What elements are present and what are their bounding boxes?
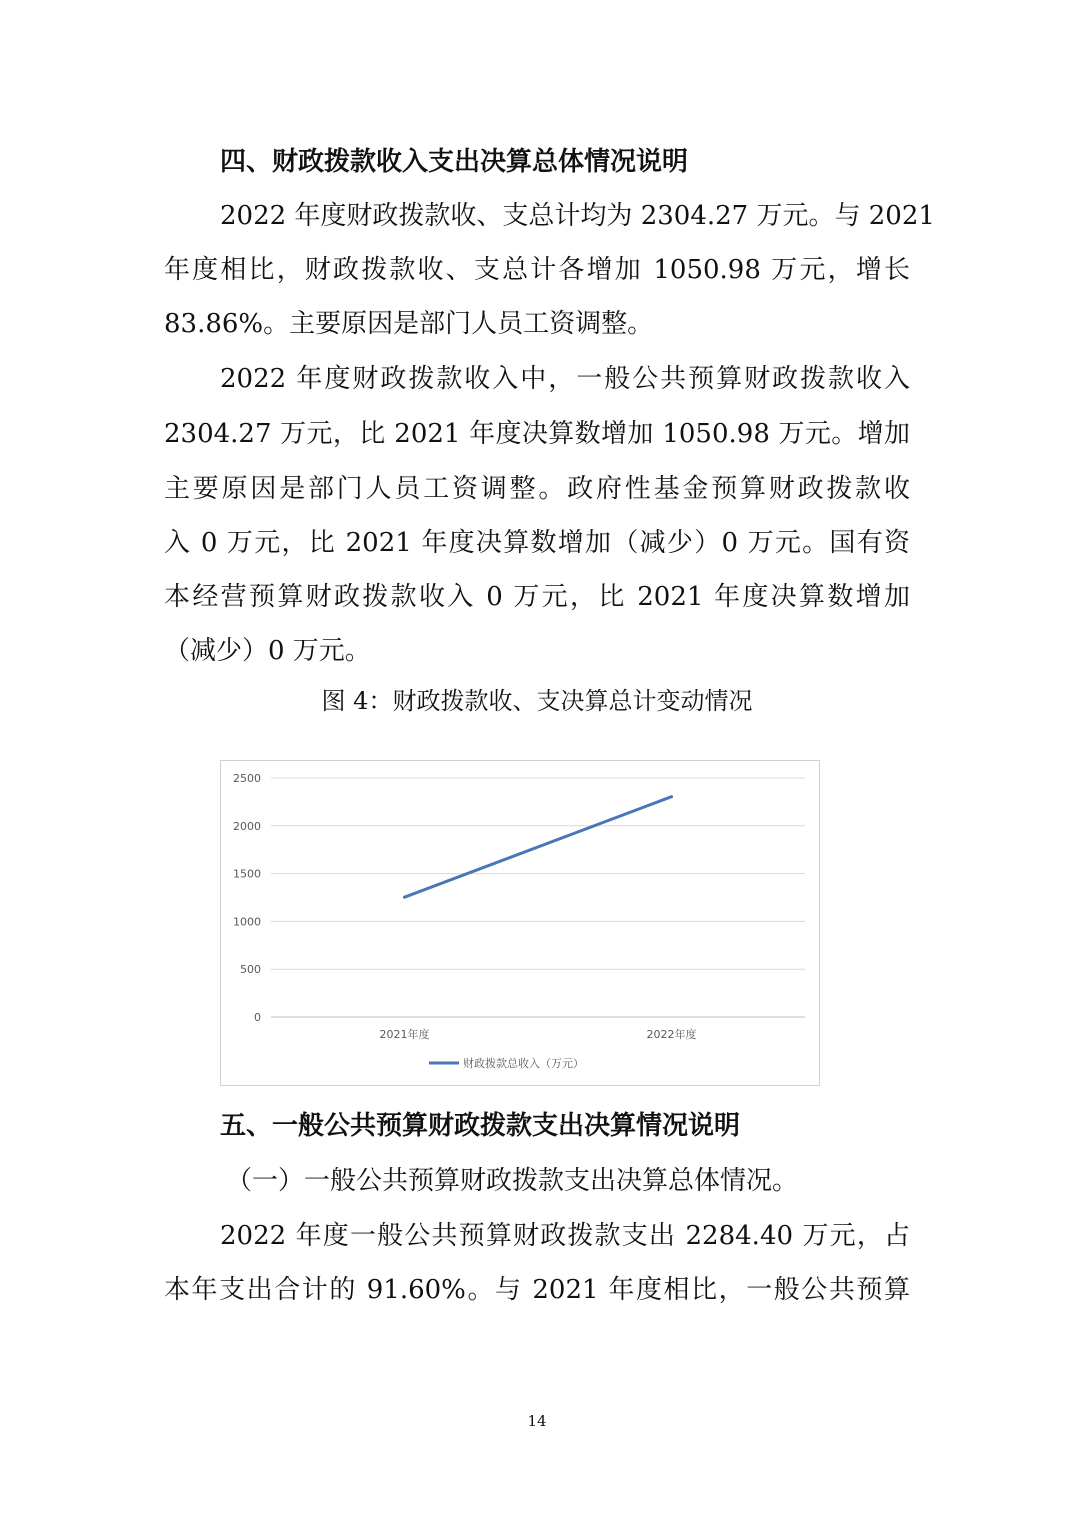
y-tick-label: 1500 [233, 867, 261, 881]
x-tick-label: 2022年度 [646, 1028, 697, 1041]
paragraph-line: 83.86%。主要原因是部门人员工资调整。 [164, 309, 654, 339]
paragraph-line: 2022 年度财政拨款收、支总计均为 2304.27 万元。与 2021 [220, 201, 935, 231]
y-tick-label: 1000 [233, 915, 261, 929]
line-chart [220, 760, 820, 1086]
legend-label: 财政拨款总收入（万元） [463, 1057, 584, 1070]
y-tick-label: 0 [254, 1011, 261, 1024]
data-point [670, 795, 673, 798]
paragraph-line: 入 0 万元，比 2021 年度决算数增加（减少）0 万元。国有资 [164, 528, 910, 558]
y-tick-label: 2000 [233, 819, 261, 833]
page-number: 14 [527, 1412, 547, 1430]
figure-caption: 图 4：财政拨款收、支决算总计变动情况 [321, 687, 753, 715]
paragraph-line: 年度相比，财政拨款收、支总计各增加 1050.98 万元，增长 [164, 255, 910, 285]
paragraph-line: 主要原因是部门人员工资调整。政府性基金预算财政拨款收 [164, 474, 910, 504]
paragraph-line: （减少）0 万元。 [164, 636, 371, 666]
y-tick-label: 500 [240, 963, 261, 977]
paragraph-line: 本经营预算财政拨款收入 0 万元，比 2021 年度决算数增加 [164, 582, 910, 612]
paragraph-line: 2022 年度财政拨款收入中，一般公共预算财政拨款收入 [220, 364, 910, 394]
paragraph-line: 本年支出合计的 91.60%。与 2021 年度相比，一般公共预算 [164, 1275, 910, 1305]
series-line [405, 797, 672, 897]
section-4-heading: 四、财政拨款收入支出决算总体情况说明 [220, 147, 689, 177]
paragraph-line: 2304.27 万元，比 2021 年度决算数增加 1050.98 万元。增加 [164, 419, 910, 449]
section-5-heading: 五、一般公共预算财政拨款支出决算情况说明 [220, 1111, 741, 1141]
data-point [403, 896, 406, 899]
chart-svg [221, 761, 819, 1085]
paragraph-line: 2022 年度一般公共预算财政拨款支出 2284.40 万元，占 [220, 1221, 910, 1251]
x-tick-label: 2021年度 [379, 1028, 430, 1041]
subsection-heading: （一）一般公共预算财政拨款支出决算总体情况。 [226, 1166, 799, 1196]
y-tick-label: 2500 [233, 772, 261, 785]
